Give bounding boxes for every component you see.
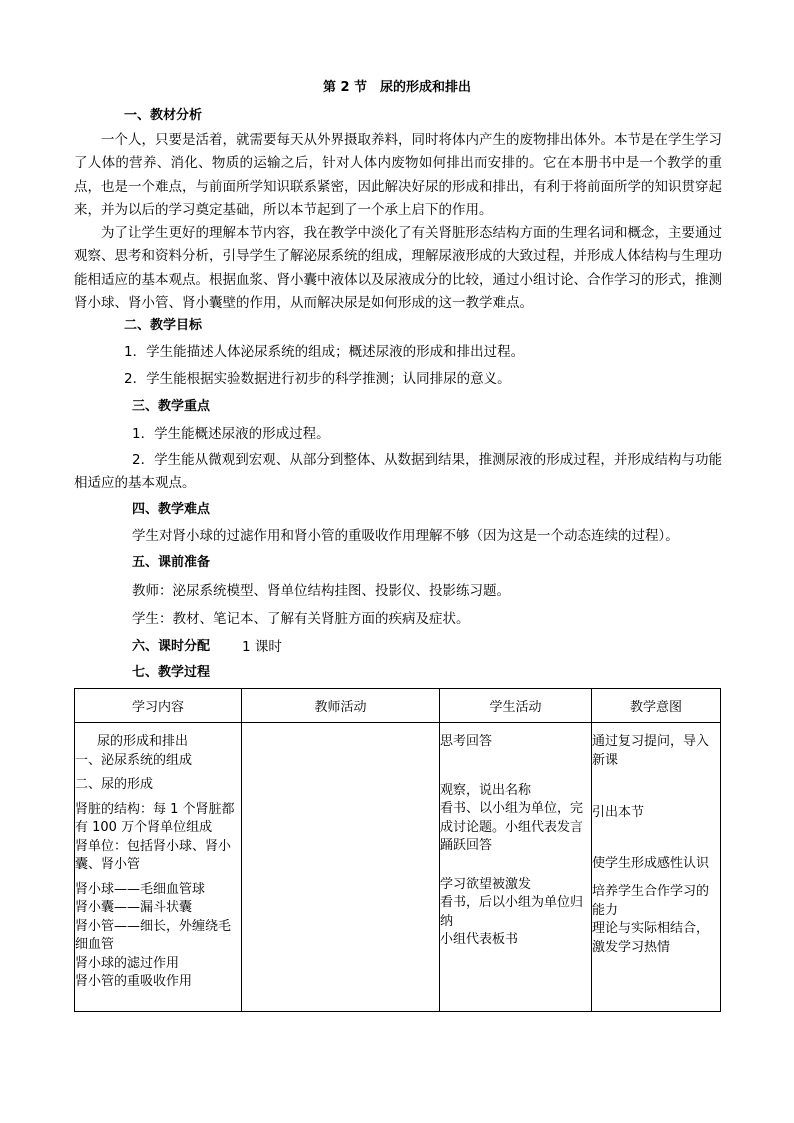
section-heading-schedule: 六、课时分配 [132, 639, 211, 654]
table-row [75, 723, 721, 1012]
teacher-activity-cell [242, 723, 440, 1012]
table-header-cell: 学习内容 [75, 689, 242, 723]
section-heading-analysis: 一、教材分析 [124, 108, 203, 123]
intent-line: 理论与实际相结合，激发学习热情 [592, 921, 710, 955]
section-heading-difficulties: 四、教学难点 [132, 502, 211, 517]
section-heading-preparation: 五、课前准备 [132, 555, 211, 570]
student-activity-cell [440, 723, 592, 1012]
table-header-cell: 学生活动 [440, 689, 592, 723]
table-header-cell: 教师活动 [242, 689, 440, 723]
page-title: 第 2 节 尿的形成和排出 [322, 80, 472, 95]
objective-item-2: 2．学生能根据实验数据进行初步的科学推测；认同排尿的意义。 [124, 371, 511, 387]
section-heading-process: 七、教学过程 [132, 665, 211, 680]
student-line: 学习欲望被激发 [440, 876, 532, 892]
content-line: 肾脏的结构：每 1 个肾脏都有 100 万个肾单位组成 [75, 801, 235, 835]
content-line: 一、泌尿系统的组成 [75, 752, 193, 768]
content-cell [75, 723, 242, 1012]
student-line: 思考回答 [440, 734, 493, 749]
content-line: 尿的形成和排出 [97, 734, 189, 749]
section-heading-key-points: 三、教学重点 [132, 399, 211, 414]
intent-line: 引出本节 [592, 805, 645, 820]
section-heading-objectives: 二、教学目标 [124, 318, 203, 333]
content-line: 肾小球的滤过作用 [75, 955, 180, 971]
intent-line: 使学生形成感性认识 [592, 855, 710, 871]
intent-cell [592, 723, 721, 1012]
objective-item-1: 1．学生能描述人体泌尿系统的组成；概述尿液的形成和排出过程。 [124, 344, 525, 360]
intent-line: 培养学生合作学习的能力 [592, 884, 710, 918]
analysis-paragraph-2: 为了让学生更好的理解本节内容，我在教学中淡化了有关肾脏形态结构方面的生理名词和概念，主要通过观察、思考和资料分析，引导学生了解泌尿系统的组成，理解尿液形成的大致过程，并形成人体结构与生理功能相适应的基本观点。根据血浆、肾小囊中液体以及尿液成分的比较，通过小组讨论、合作学习的形式，推测肾小球、肾小管、肾小囊壁的作用，从而解决尿是如何形成的这一教学难点。 [74, 225, 722, 312]
content-line: 肾小管的重吸收作用 [75, 974, 193, 989]
content-line: 肾小管——细长，外缠绕毛细血管 [75, 918, 232, 952]
teaching-process-table [74, 688, 721, 1012]
student-line: 看书、以小组为单位，完成讨论题。小组代表发言 [440, 801, 584, 835]
table-header-cell: 教学意图 [592, 689, 721, 723]
preparation-teacher: 教师：泌尿系统模型、肾单位结构挂图、投影仪、投影练习题。 [132, 583, 510, 599]
schedule-value: 1 课时 [242, 639, 282, 655]
content-line: 二、尿的形成 [75, 777, 154, 792]
content-line: 肾小球——毛细血管球 [75, 881, 206, 897]
key-point-item-2: 2．学生能从微观到宏观、从部分到整体、从数据到结果，推测尿液的形成过程，并形成结构与功能相适应的基本观点。 [74, 452, 722, 492]
analysis-paragraph-1: 一个人，只要是活着，就需要每天从外界摄取养料，同时将体内产生的废物排出体外。本节是在学生学习了人体的营养、消化、物质的运输之后，针对人体内废物如何排出而安排的。它在本册书中是一个教学的重点，也是一个难点，与前面所学知识联系紧密，因此解决好尿的形成和排出，有利于将前面所学的知识贯穿起来，并为以后的学习奠定基础，所以本节起到了一个承上启下的作用。 [74, 132, 722, 219]
key-point-item-1: 1．学生能概述尿液的形成过程。 [132, 426, 330, 442]
intent-line: 通过复习提问，导入新课 [592, 734, 710, 768]
content-line: 肾小囊——漏斗状囊 [75, 900, 193, 915]
student-line: 小组代表板书 [440, 932, 519, 947]
difficulty-text: 学生对肾小球的过滤作用和肾小管的重吸收作用理解不够（因为这是一个动态连续的过程）。 [132, 528, 679, 544]
preparation-student: 学生：教材、笔记本、了解有关肾脏方面的疾病及症状。 [132, 611, 470, 627]
student-line: 看书，后以小组为单位归纳 [440, 895, 584, 929]
content-line: 肾单位：包括肾小球、肾小囊、肾小管 [75, 838, 232, 872]
student-line: 踊跃回答 [440, 838, 493, 853]
table-header-row [75, 689, 721, 723]
student-line: 观察，说出名称 [440, 782, 532, 798]
